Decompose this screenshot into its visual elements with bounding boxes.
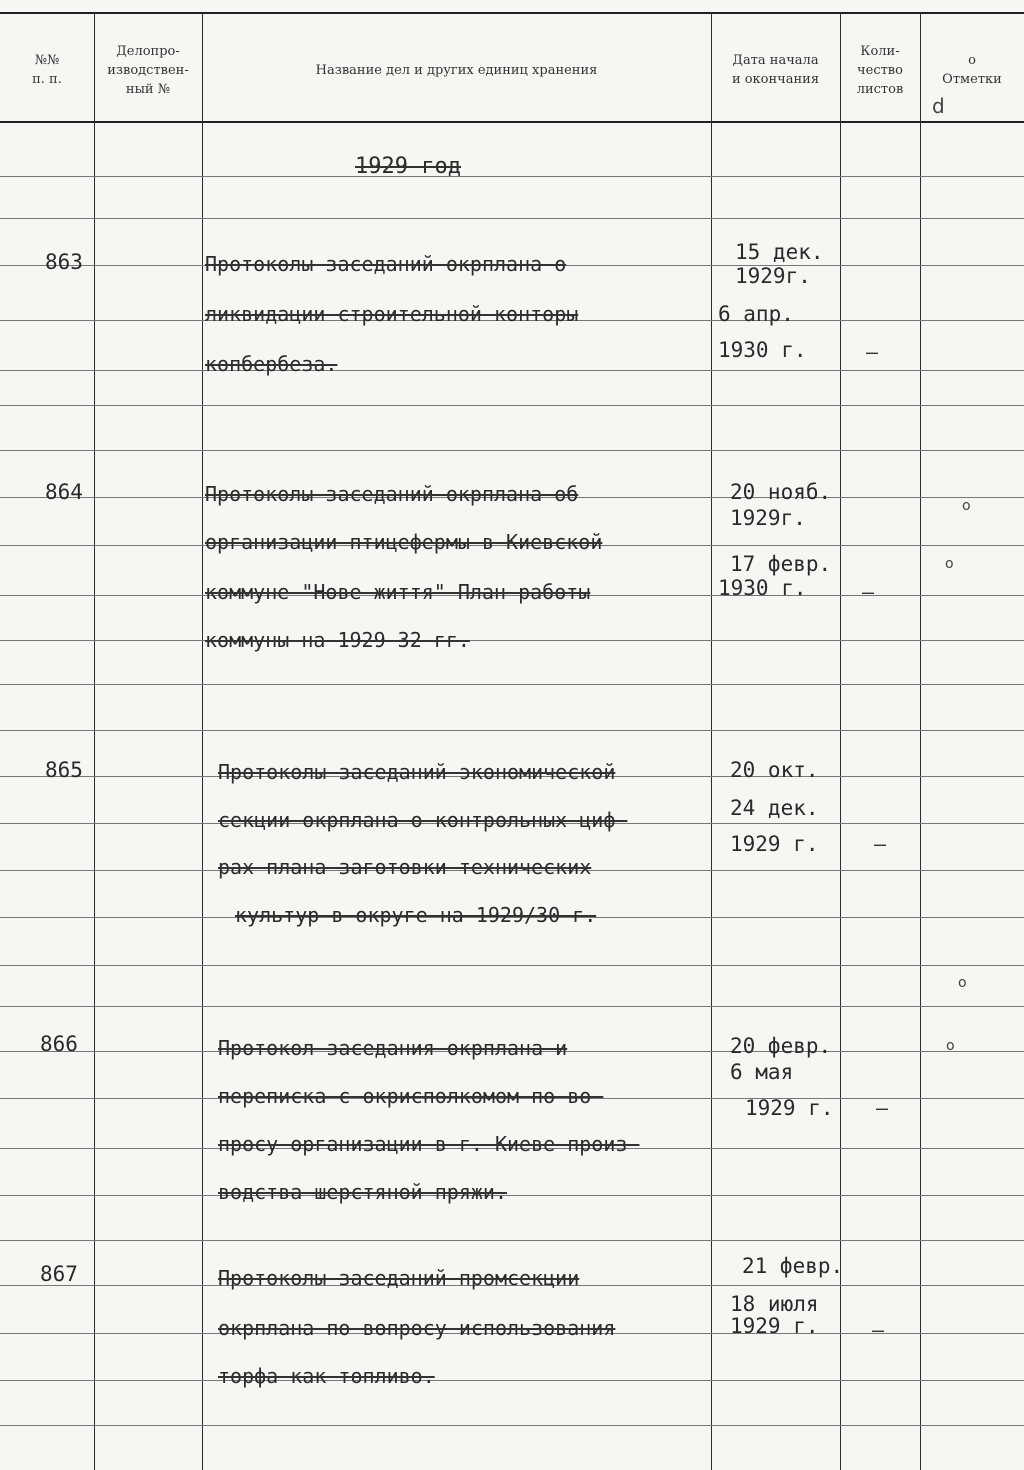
entry-date: 1929 г. [730, 1314, 819, 1338]
entry-title-line: ликвидации строительной конторы [205, 302, 579, 326]
entry-date: 18 июля [730, 1292, 819, 1316]
header-title: Название дел и других единиц хранения [315, 62, 598, 78]
entry-date: 1929г. [730, 506, 806, 530]
ruled-line [0, 1195, 1024, 1196]
entry-title-line: окрплана по вопросу использования [218, 1316, 616, 1340]
entry-sheet-count: – [876, 1096, 889, 1120]
ruled-line [0, 730, 1024, 731]
ruled-line [0, 176, 1024, 177]
entry-date: 20 нояб. [730, 480, 832, 504]
entry-title-line: просу организации в г. Киеве произ- [218, 1132, 640, 1156]
entry-date: 1929 г. [730, 832, 819, 856]
entry-date: 1930 г. [718, 338, 807, 362]
header-office-number: Делопро- изводствен- ный № [107, 43, 189, 97]
col-divider-2 [202, 12, 203, 1470]
entry-note-mark: o [958, 975, 967, 991]
year-heading: 1929 год [355, 154, 461, 179]
entry-title-line: секции окрплана о контрольных циф- [218, 808, 628, 832]
header-sheets: Коли- чество листов [856, 43, 904, 97]
ruled-line [0, 1380, 1024, 1381]
entry-title-line: культур в округе на 1929/30 г. [235, 903, 597, 927]
entry-date: 24 дек. [730, 796, 819, 820]
header-notes: o Отметки [942, 53, 1002, 87]
header-num: №№ п. п. [32, 53, 62, 87]
entry-number: 866 [40, 1032, 78, 1056]
entry-title-line: рах плана заготовки технических [218, 855, 592, 879]
entry-sheet-count: – [872, 1318, 885, 1342]
entry-note-mark: o [945, 556, 954, 572]
ruled-line [0, 684, 1024, 685]
ruled-line [0, 218, 1024, 219]
entry-date: 6 мая [730, 1060, 794, 1084]
ruled-line [0, 1240, 1024, 1241]
entry-date: 15 дек. [735, 240, 824, 264]
entry-date: 1930 г. [718, 576, 807, 600]
entry-number: 867 [40, 1262, 78, 1286]
entry-title-line: Протокол заседания окрплана и [218, 1036, 568, 1060]
entry-date: 21 февр. [742, 1254, 844, 1278]
entry-sheet-count: – [874, 832, 887, 856]
entry-title-line: Протоколы заседаний промсекции [218, 1266, 580, 1290]
entry-note-mark: o [946, 1038, 955, 1054]
ruled-line [0, 1006, 1024, 1007]
entry-date: 1929г. [735, 264, 811, 288]
entry-number: 863 [45, 250, 83, 274]
entry-title-line: переписка с окрисполкомом по во- [218, 1084, 604, 1108]
entry-note-mark: o [962, 498, 971, 514]
entry-title-line: Протоколы заседаний окрплана об [205, 482, 579, 506]
header-bottom-border [0, 121, 1024, 123]
entry-date: 1929 г. [745, 1096, 834, 1120]
entry-title-line: коммуны на 1929-32 гг. [205, 628, 470, 652]
entry-date: 20 февр. [730, 1034, 832, 1058]
entry-title-line: коммуне "Нове життя" План работы [205, 580, 591, 604]
entry-title-line: копбербеза. [205, 352, 338, 376]
header-dates: Дата начала и окончания [731, 53, 820, 87]
entry-title-line: торфа как топливо. [218, 1364, 435, 1388]
entry-title-line: Протоколы заседаний экономической [218, 760, 616, 784]
header-notes-handwritten-mark: d [932, 94, 945, 118]
col-divider-5 [920, 12, 921, 1470]
entry-number: 865 [45, 758, 83, 782]
col-divider-4 [840, 12, 841, 1470]
entry-title-line: организации птицефермы в Киевской [205, 530, 603, 554]
ruled-line [0, 1425, 1024, 1426]
entry-date: 6 апр. [718, 302, 794, 326]
col-divider-3 [711, 12, 712, 1470]
table-top-border [0, 12, 1024, 14]
entry-number: 864 [45, 480, 83, 504]
ruled-line [0, 640, 1024, 641]
ruled-line [0, 450, 1024, 451]
entry-date: 17 февр. [730, 552, 832, 576]
entry-date: 20 окт. [730, 758, 819, 782]
ruled-line [0, 965, 1024, 966]
entry-title-line: водства шерстяной пряжи. [218, 1180, 507, 1204]
entry-sheet-count: – [866, 340, 879, 364]
entry-sheet-count: – [862, 580, 875, 604]
entry-title-line: Протоколы заседаний окрплана о [205, 252, 567, 276]
col-divider-1 [94, 12, 95, 1470]
ruled-line [0, 370, 1024, 371]
ruled-line [0, 405, 1024, 406]
